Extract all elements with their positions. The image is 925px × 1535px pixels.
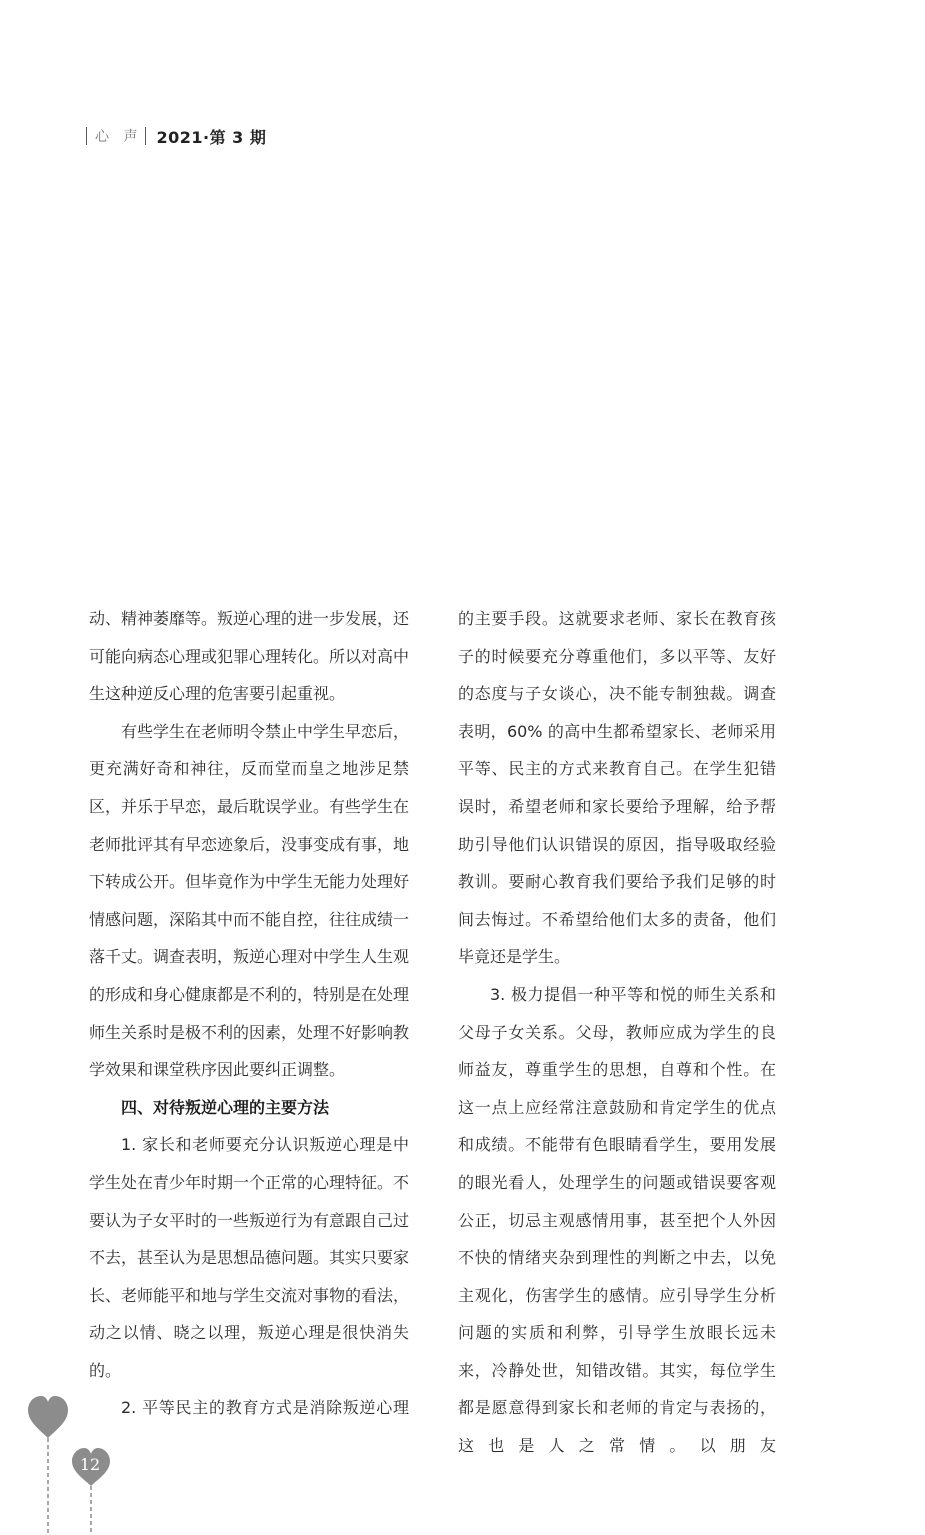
header-divider	[145, 127, 146, 145]
issue-label: 2021·第 3 期	[156, 127, 267, 147]
right-column	[458, 600, 776, 1465]
header-divider	[86, 127, 87, 145]
paragraph: 3. 极力提倡一种平等和悦的师生关系和父母子女关系。父母，教师应成为学生的良师益友，尊重学生的思想，自尊和个性。在这一点上应经常注意鼓励和肯定学生的优点和成绩。不能带有色眼睛看学生，要用发展的眼光看人，处理学生的问题或错误要客观公正，切忌主观感情用事，甚至把个人外因不快的情绪夹杂到理性的判断之中去，以免主观化，伤害学生的感情。应引导学生分析问题的实质和利弊，引导学生放眼长远未来，冷静处世，知错改错。其实，每位学生都是愿意得到家长和老师的肯定与表扬的，这也是人之常情。以朋友	[458, 984, 776, 1456]
paragraph: 2. 平等民主的教育方式是消除叛逆心理	[121, 1398, 409, 1418]
heart-icon	[28, 1396, 68, 1438]
paragraph: 有些学生在老师明令禁止中学生早恋后，更充满好奇和神往，反而堂而皇之地涉足禁区，并乐于早恋，最后耽误学业。有些学生在老师批评其有早恋迹象后，没事变成有事，地下转成公开。但毕竟作为中学生无能力处理好情感问题，深陷其中而不能自控，往往成绩一落千丈。调查表明，叛逆心理对中学生人生观的形成和身心健康都是不利的，特别是在处理师生关系时是极不利的因素，处理不好影响教学效果和课堂秩序因此要纠正调整。	[89, 721, 410, 1080]
paragraph: 的主要手段。这就要求老师、家长在教育孩子的时候要充分尊重他们，多以平等、友好的态度与子女谈心，决不能专制独裁。调查表明，60% 的高中生都希望家长、老师采用平等、民主的方式来教育自己。在学生犯错误时，希望老师和家长要给予理解，给予帮助引导他们认识错误的原因，指导吸取经验教训。要耐心教育我们要给予我们足够的时间去悔过。不希望给他们太多的责备，他们毕竟还是学生。	[458, 609, 776, 967]
section-heading: 四、对待叛逆心理的主要方法	[121, 1097, 330, 1117]
running-header	[86, 124, 266, 148]
magazine-name: 心 声	[95, 129, 143, 145]
left-column	[89, 600, 409, 1427]
page-number: 12	[79, 1455, 101, 1474]
paragraph: 动、精神萎靡等。叛逆心理的进一步发展，还可能向病态心理或犯罪心理转化。所以对高中生这种逆反心理的危害要引起重视。	[89, 609, 410, 704]
paragraph: 1. 家长和老师要充分认识叛逆心理是中学生处在青少年时期一个正常的心理特征。不要认为子女平时的一些叛逆行为有意跟自己过不去，甚至认为是思想品德问题。其实只要家长、老师能平和地与学生交流对事物的看法，动之以情、晓之以理，叛逆心理是很快消失的。	[89, 1135, 410, 1380]
